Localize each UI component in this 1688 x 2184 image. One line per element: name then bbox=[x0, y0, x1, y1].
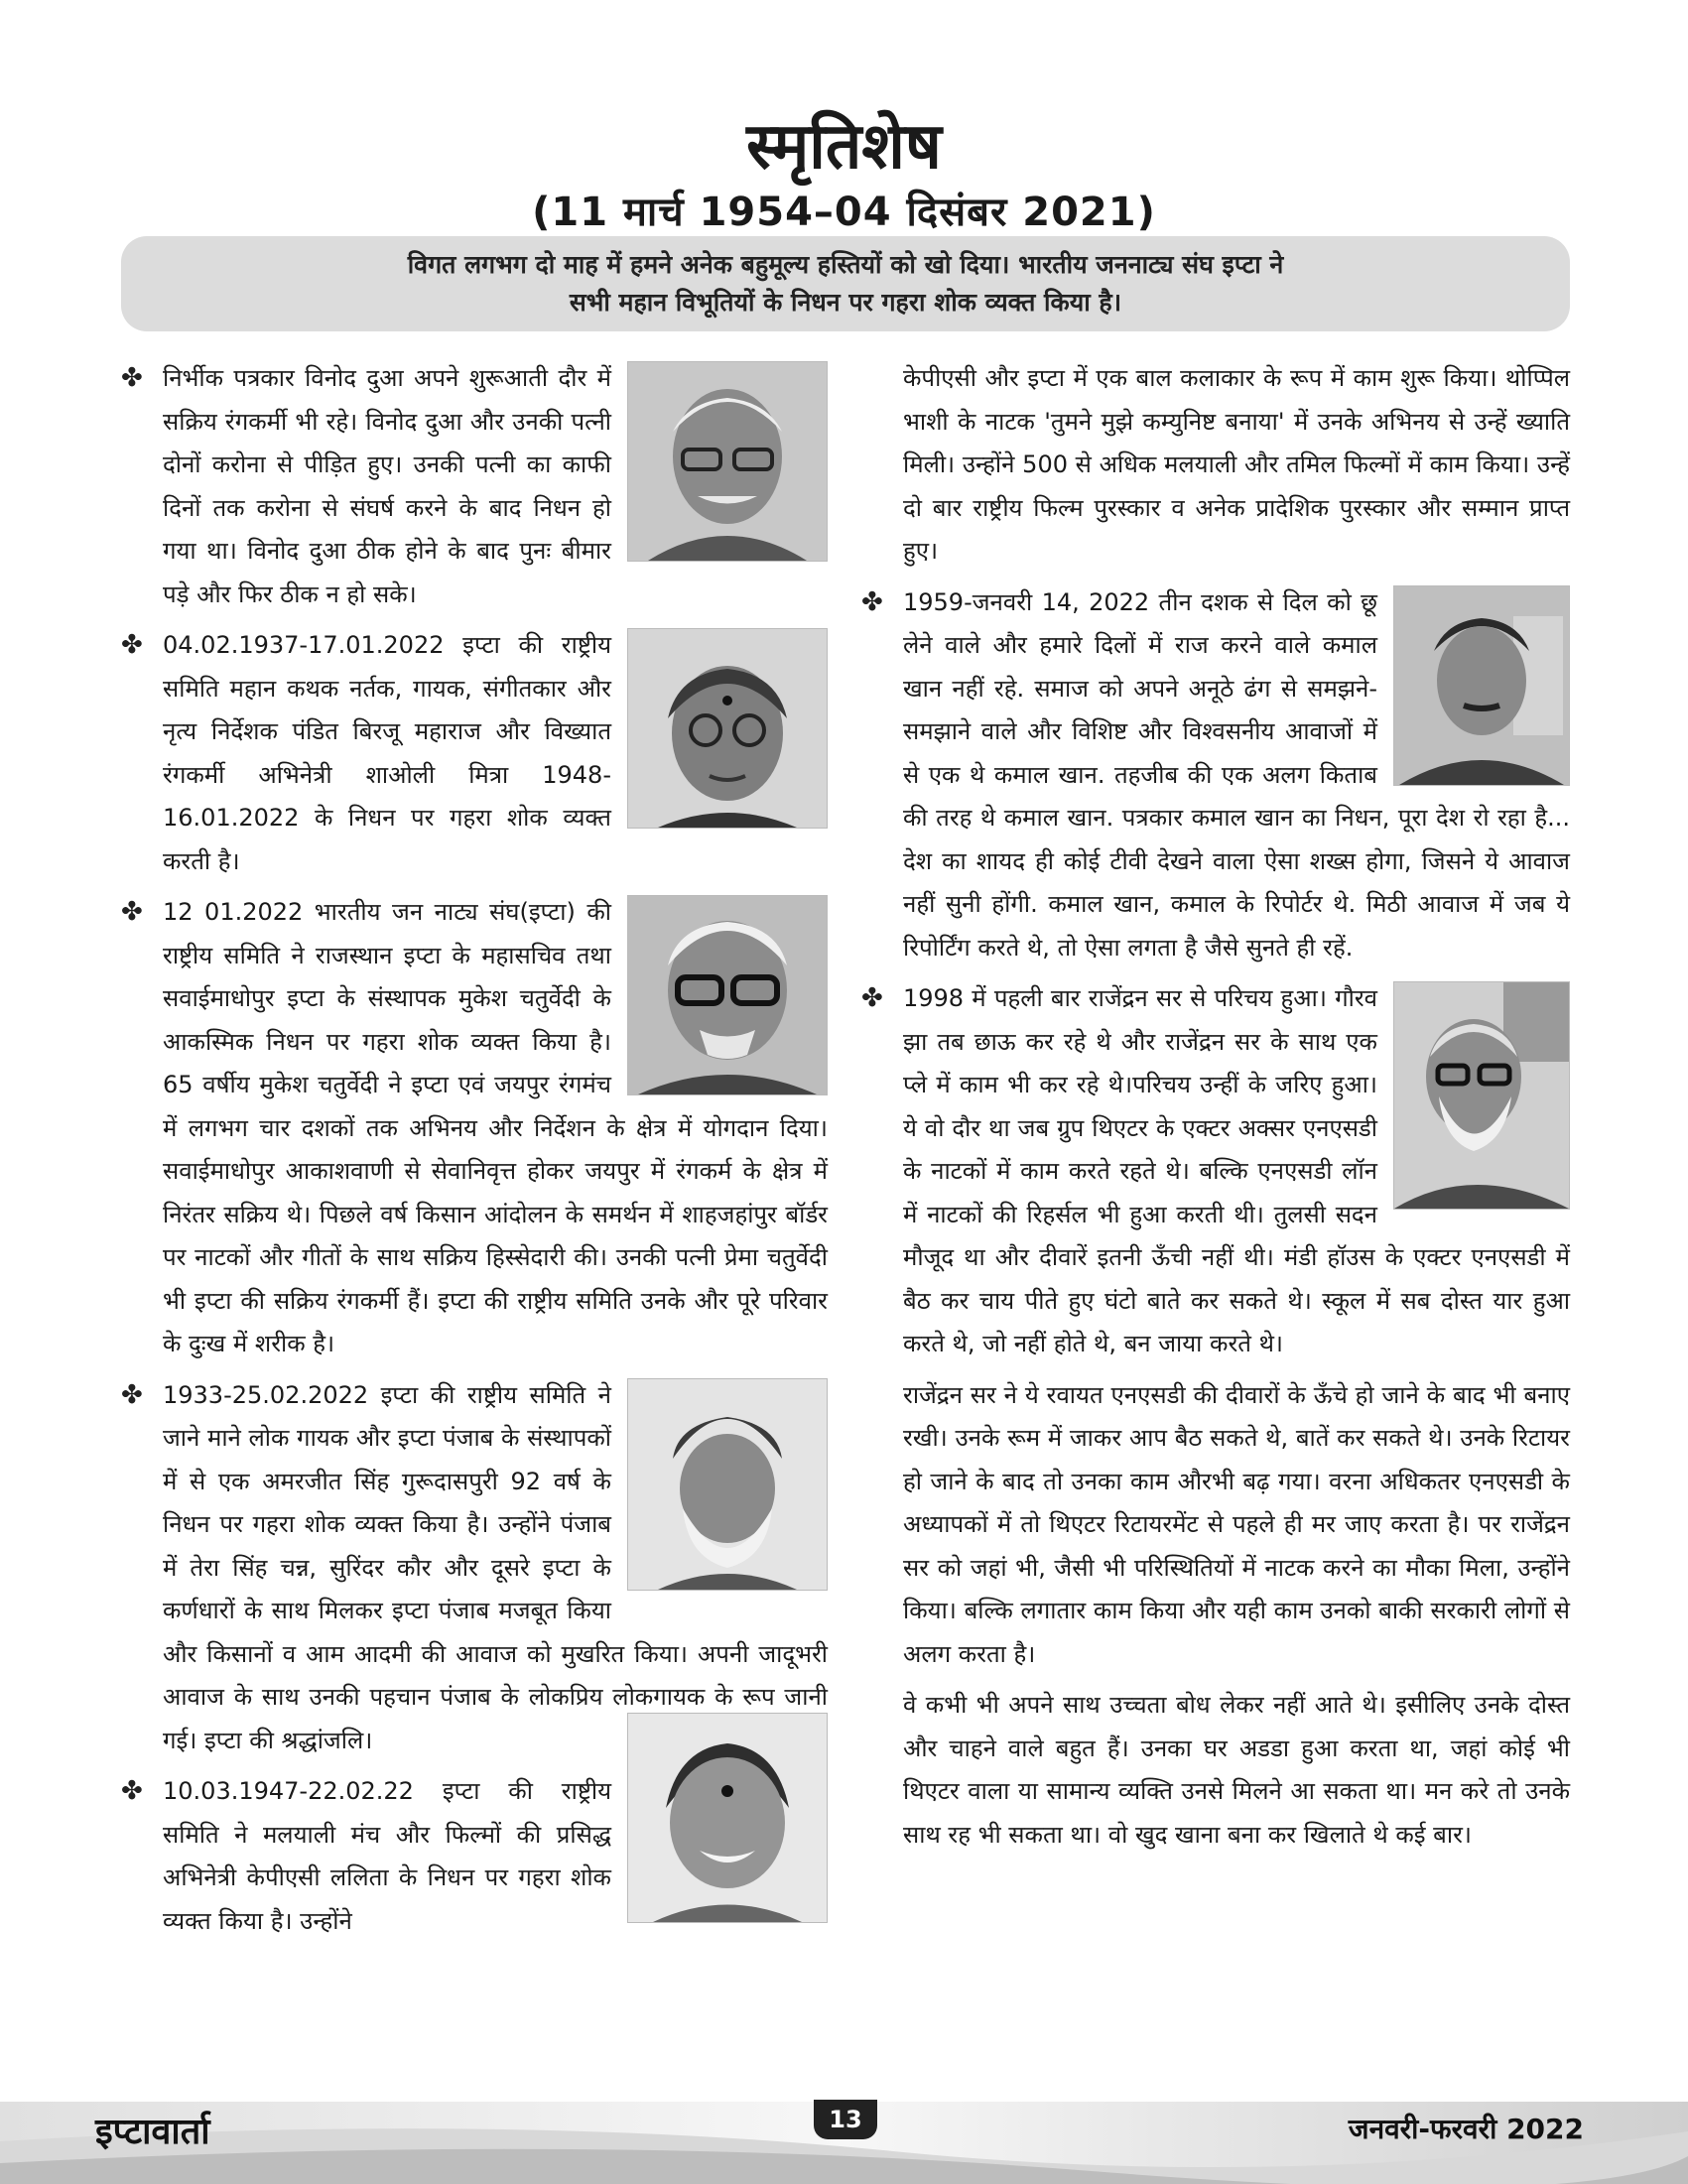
portrait-photo-1 bbox=[627, 361, 828, 562]
issue-date: जनवरी-फरवरी 2022 bbox=[1348, 2113, 1584, 2145]
page-number: 13 bbox=[814, 2100, 877, 2139]
obituary-text-6: 1959-जनवरी 14, 2022 तीन दशक से दिल को छू लेने वाले और हमारे दिलों में राज करने वाले कमाल खान नहीं रहे. समाज को अपने अनूठे ढंग से समझने-समझाने वाले और विशिष्ट और विश्वसनीय आवाजों में से एक थे कमाल खान. तहजीब की एक अलग किताब की तरह थे कमाल खान. पत्रकार कमाल खान का निधन, पूरा देश रो रहा है... देश का शायद ही कोई टीवी देखने वाला ऐसा शख्स होगा, जिसने ये आवाज नहीं सुनी होंगी. कमाल खान, कमाल के रिपोर्टर थे. मिठी आवाज में जब ये रिपोर्टिंग करते थे, तो ऐसा लगता है जैसे सुनते ही रहें. bbox=[903, 587, 1570, 962]
bullet-icon: ✤ bbox=[121, 363, 143, 393]
bullet-icon: ✤ bbox=[861, 586, 883, 617]
rajendran-paragraph-2: राजेंद्रन सर ने ये रवायत एनएसडी की दीवारों के ऊँचे हो जाने के बाद भी बनाए रखी। उनके रूम में जाकर आप बैठ सकते थे, बातें कर सकते थे। उनके रिटायर हो जाने के बाद तो उनका काम औरभी बढ़ गया। वरना अधिकतर एनएसडी के अध्यापकों में तो थिएटर रिटायरमेंट से पहले ही मर जाए करता है। पर राजेंद्रन सर को जहां भी, जैसी भी परिस्थितियों में नाटक करने का मौका मिला, उन्होंने किया। बल्कि लगातार काम किया और यही काम उनको बाकी सरकारी लोगों से अलग करता है। bbox=[903, 1380, 1570, 1668]
continued-lalitha-text: केपीएसी और इप्टा में एक बाल कलाकार के रूप में काम शुरू किया। थोप्पिल भाशी के नाटक 'तुमने मुझे कम्युनिष्ट बनाया' में उनके अभिनय से उन्हें ख्याति मिली। उन्होंने 500 से अधिक मलयाली और तमिल फिल्मों में काम किया। उन्हें दो बार राष्ट्रीय फिल्म पुरस्कार व अनेक प्रादेशिक पुरस्कार और सम्मान प्राप्त हुए। bbox=[903, 364, 1570, 565]
left-column bbox=[121, 357, 828, 1951]
banner-line-1: विगत लगभग दो माह में हमने अनेक बहुमूल्य हस्तियों को खो दिया। भारतीय जननाट्य संघ इप्टा ने bbox=[407, 250, 1284, 279]
bullet-icon: ✤ bbox=[861, 983, 883, 1013]
portrait-photo-6 bbox=[1393, 585, 1570, 786]
obituary-text-1: निर्भीक पत्रकार विनोद दुआ अपने शुरूआती दौर में सक्रिय रंगकर्मी भी रहे। विनोद दुआ और उनकी पत्नी दोनों करोना से पीड़ित हुए। उनकी पत्नी का काफी दिनों तक करोना से संघर्ष करने के बाद निधन हो गया था। विनोद दुआ ठीक होने के बाद पुनः बीमार पड़े और फिर ठीक न हो सके। bbox=[163, 364, 611, 608]
dates-subtitle: (11 मार्च 1954–04 दिसंबर 2021) bbox=[532, 190, 1156, 235]
portrait-photo-3 bbox=[627, 895, 828, 1095]
obituary-kpac-lalitha bbox=[121, 1770, 828, 1943]
portrait-photo-7 bbox=[1393, 981, 1570, 1210]
portrait-photo-5 bbox=[627, 1713, 828, 1923]
right-column bbox=[861, 357, 1570, 1864]
page-title: स्मृतिशेष bbox=[746, 110, 942, 184]
bullet-icon: ✤ bbox=[121, 897, 143, 927]
rajendran-paragraph-3: वे कभी भी अपने साथ उच्चता बोध लेकर नहीं आते थे। इसीलिए उनके दोस्त और चाहने वाले बहुत हैं। उनका घर अडडा हुआ करता था, जहां कोई भी थिएटर वाला या सामान्य व्यक्ति उनसे मिलने आ सकता था। मन करे तो उनके साथ रह भी सकता था। वो खुद खाना बना कर खिलाते थे कई बार। bbox=[903, 1691, 1570, 1849]
intro-banner bbox=[121, 236, 1570, 331]
obituary-rajendran bbox=[861, 977, 1570, 1366]
bullet-icon: ✤ bbox=[121, 630, 143, 660]
portrait-photo-2 bbox=[627, 628, 828, 829]
obituary-vinod-dua bbox=[121, 357, 828, 616]
obituary-text-2: 04.02.1937-17.01.2022 इप्टा की राष्ट्रीय समिति महान कथक नर्तक, गायक, संगीतकार और नृत्य निर्देशक पंडित बिरजू महाराज और विख्यात रंगकर्मी अभिनेत्री शाओली मित्रा 1948-16.01.2022 के निधन पर गहरा शोक व्यक्त करती है। bbox=[163, 631, 611, 875]
obituary-birju-maharaj bbox=[121, 624, 828, 883]
obituary-text-5: 10.03.1947-22.02.22 इप्टा की राष्ट्रीय समिति ने मलयाली मंच और फिल्मों की प्रसिद्ध अभिनेत्री केपीएसी ललिता के निधन पर गहरा शोक व्यक्त किया है। उन्होंने bbox=[163, 1777, 611, 1935]
obituary-mukesh-chaturvedi bbox=[121, 891, 828, 1366]
obituary-text-7: 1998 में पहली बार राजेंद्रन सर से परिचय हुआ। गौरव झा तब छाऊ कर रहे थे और राजेंद्रन सर के साथ एक प्ले में काम भी कर रहे थे।परिचय उन्हीं के जरिए हुआ। ये वो दौर था जब ग्रुप थिएटर के एक्टर अक्सर एनएसडी के नाटकों में काम करते रहते थे। बल्कि एनएसडी लॉन में नाटकों की रिहर्सल भी हुआ करती थी। तुलसी सदन मौजूद था और दीवारें इतनी ऊँची नहीं थी। मंडी हॉउस के एक्टर एनएसडी में बैठ कर चाय पीते हुए घंटो बाते कर सकते थे। स्कूल में सब दोस्त यार हुआ करते थे, जो नहीं होते थे, बन जाया करते थे। bbox=[903, 984, 1570, 1357]
obituary-text-3: 12 01.2022 भारतीय जन नाट्य संघ(इप्टा) की राष्ट्रीय समिति ने राजस्थान इप्टा के महासचिव तथा सवाईमाधोपुर इप्टा के संस्थापक मुकेश चतुर्वेदी के आकस्मिक निधन पर गहरा शोक व्यक्त किया है। 65 वर्षीय मुकेश चतुर्वेदी ने इप्टा एवं जयपुर रंगमंच में लगभग चार दशकों तक अभिनय और निर्देशन के क्षेत्र में योगदान दिया। सवाईमाधोपुर आकाशवाणी से सेवानिवृत्त होकर जयपुर में रंगकर्म के क्षेत्र में निरंतर सक्रिय थे। पिछले वर्ष किसान आंदोलन के समर्थन में शाहजहांपुर बॉर्डर पर नाटकों और गीतों के साथ सक्रिय हिस्सेदारी की। उनकी पत्नी प्रेमा चतुर्वेदी भी इप्टा की सक्रिय रंगकर्मी हैं। इप्टा की राष्ट्रीय समिति उनके और पूरे परिवार के दुःख में शरीक है। bbox=[163, 898, 828, 1357]
bullet-icon: ✤ bbox=[121, 1776, 143, 1806]
obituary-text-4: 1933-25.02.2022 इप्टा की राष्ट्रीय समिति ने जाने माने लोक गायक और इप्टा पंजाब के संस्थापकों में से एक अमरजीत सिंह गुरूदासपुरी 92 वर्ष के निधन पर गहरा शोक व्यक्त किया है। उन्होंने पंजाब में तेरा सिंह चन्न, सुरिंदर कौर और दूसरे इप्टा के कर्णधारों के साथ मिलकर इप्टा पंजाब मजबूत किया और किसानों व आम आदमी की आवाज को मुखरित किया। अपनी जादूभरी आवाज के साथ उनकी पहचान पंजाब के लोकप्रिय लोकगायक के रूप जानी गई। इप्टा की श्रद्धांजलि। bbox=[163, 1380, 828, 1754]
portrait-photo-4 bbox=[627, 1378, 828, 1591]
obituary-kamal-khan bbox=[861, 581, 1570, 970]
obituary-amarjit-gurdaspuri bbox=[121, 1374, 828, 1763]
magazine-name: इप्टावार्ता bbox=[95, 2112, 210, 2152]
bullet-icon: ✤ bbox=[121, 1379, 143, 1410]
banner-line-2: सभी महान विभूतियों के निधन पर गहरा शोक व्यक्त किया है। bbox=[569, 288, 1122, 317]
